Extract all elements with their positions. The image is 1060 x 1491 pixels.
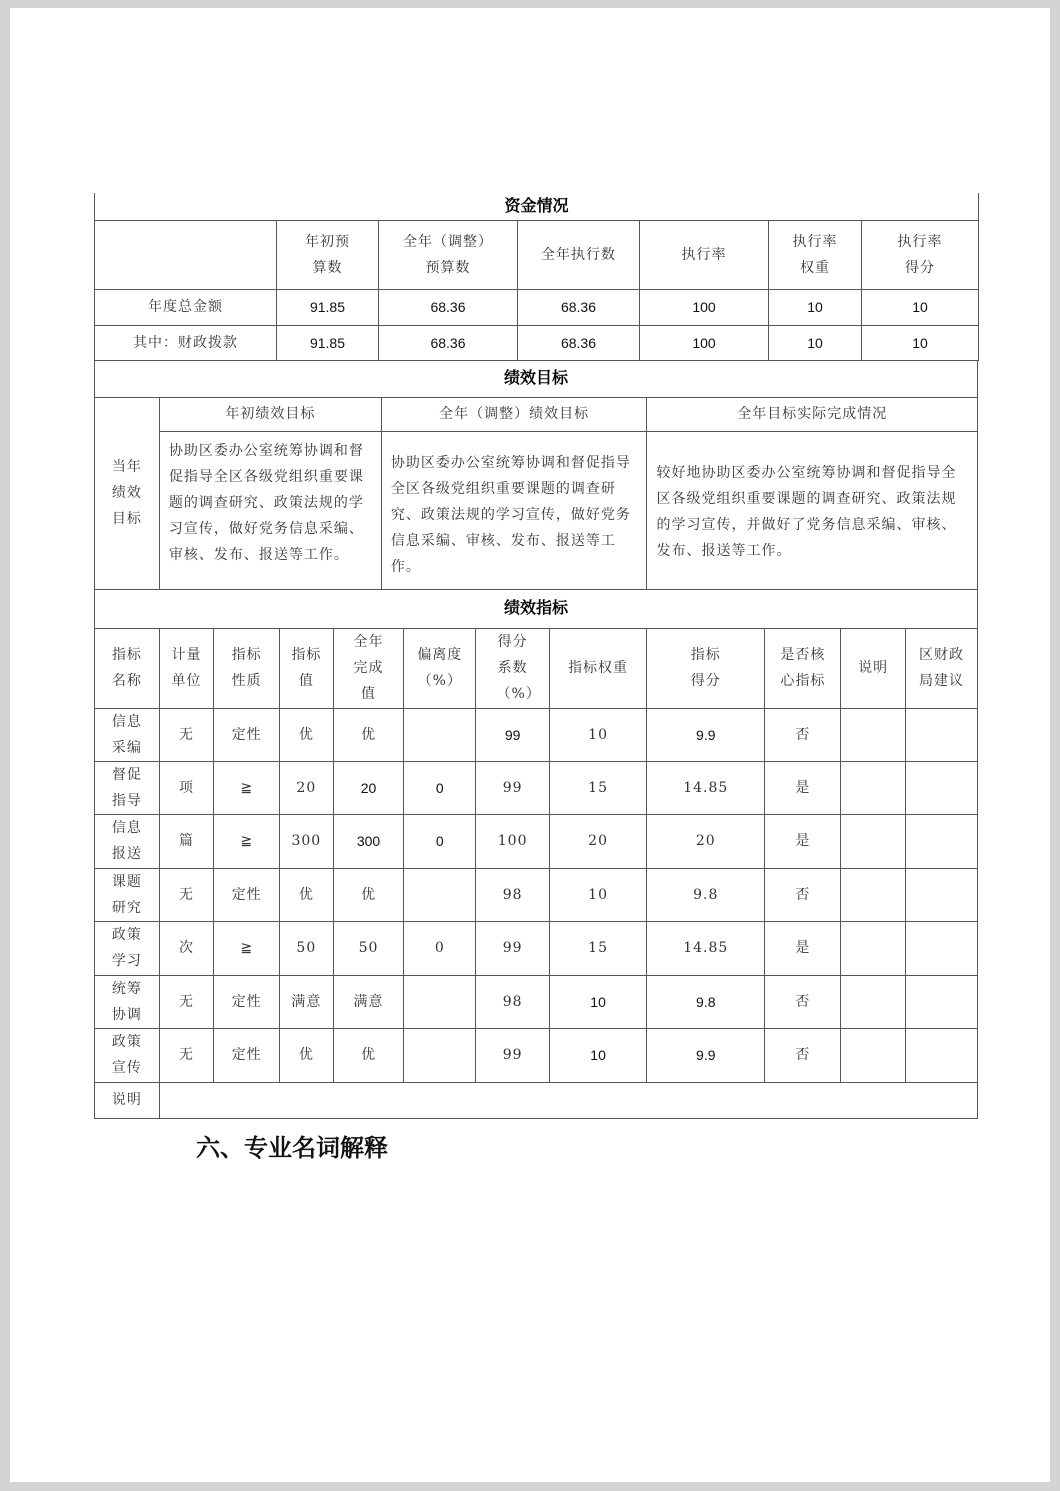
ind-nature: ≧ [214,814,280,868]
goals-header-initial: 年初绩效目标 [159,397,381,431]
funds-title: 资金情况 [95,193,979,220]
ind-name: 信息采编 [95,708,160,761]
ind-nature: 定性 [214,868,280,921]
goals-adjusted-text: 协助区委办公室统筹协调和督促指导全区各级党组织重要课题的调查研究、政策法规的学习宣传，做好党务信息采编、审核、发布、报送等工作。 [381,431,647,589]
ind-done: 300 [333,814,404,868]
cell-weight: 10 [769,325,862,360]
goals-initial-text: 协助区委办公室统筹协调和督促指导全区各级党组织重要课题的调查研究、政策法规的学习宣传，做好党务信息采编、审核、发布、报送等工作。 [159,431,381,589]
funds-header-rate: 执行率 [640,220,769,289]
ind-note [841,814,906,868]
ind-note [841,708,906,761]
ind-nature: ≧ [214,921,280,975]
ind-name: 统筹协调 [95,975,160,1028]
goals-header-actual: 全年目标实际完成情况 [647,397,978,431]
ind-weight: 10 [550,708,647,761]
ind-unit: 无 [159,868,214,921]
cell-rate: 100 [640,325,769,360]
ind-core: 是 [765,761,841,814]
ind-advice [905,814,977,868]
ind-core: 是 [765,921,841,975]
ind-nature: 定性 [214,975,280,1028]
ind-coef: 100 [476,814,550,868]
ind-unit: 无 [159,975,214,1028]
ind-name: 政策宣传 [95,1028,160,1082]
ind-nature: ≧ [214,761,280,814]
ind-header-unit: 计量单位 [159,628,214,708]
ind-nature: 定性 [214,708,280,761]
section-heading: 六、专业名词解释 [196,1134,388,1162]
cell-score: 10 [862,325,979,360]
row-label: 年度总金额 [95,289,277,325]
ind-done: 50 [333,921,404,975]
cell-executed: 68.36 [518,325,640,360]
cell-adjusted: 68.36 [379,289,518,325]
ind-deviation: 0 [404,921,476,975]
ind-coef: 98 [476,868,550,921]
ind-coef: 99 [476,1028,550,1082]
ind-unit: 篇 [159,814,214,868]
ind-core: 否 [765,1028,841,1082]
ind-unit: 项 [159,761,214,814]
ind-advice [905,868,977,921]
cell-score: 10 [862,289,979,325]
ind-deviation: 0 [404,814,476,868]
ind-advice [905,975,977,1028]
cell-weight: 10 [769,289,862,325]
table-row [95,325,979,360]
ind-target: 300 [280,814,334,868]
ind-name: 督促指导 [95,761,160,814]
ind-header-coef: 得分系数（%） [476,628,550,708]
ind-header-nature: 指标性质 [214,628,280,708]
ind-coef: 99 [476,761,550,814]
cell-rate: 100 [640,289,769,325]
ind-advice [905,761,977,814]
goals-row-label: 当年绩效目标 [95,397,160,589]
ind-deviation [404,708,476,761]
table-row [95,761,978,814]
ind-note [841,975,906,1028]
ind-done: 20 [333,761,404,814]
ind-unit: 次 [159,921,214,975]
ind-target: 满意 [280,975,334,1028]
ind-unit: 无 [159,1028,214,1082]
ind-score: 14.85 [647,761,765,814]
ind-header-weight: 指标权重 [550,628,647,708]
ind-coef: 99 [476,921,550,975]
indicators-title: 绩效指标 [95,589,978,628]
ind-done: 优 [333,708,404,761]
ind-header-deviation: 偏离度（%） [404,628,476,708]
ind-core: 否 [765,708,841,761]
ind-score: 9.8 [647,975,765,1028]
table-row [95,975,978,1028]
ind-name: 信息报送 [95,814,160,868]
ind-deviation [404,868,476,921]
ind-header-score: 指标得分 [647,628,765,708]
ind-header-done: 全年完成值 [333,628,404,708]
ind-note [841,868,906,921]
table-row [95,289,979,325]
funds-header-blank [95,220,277,289]
ind-advice [905,708,977,761]
ind-note [841,761,906,814]
ind-advice [905,1028,977,1082]
ind-weight: 15 [550,921,647,975]
funds-header-executed: 全年执行数 [518,220,640,289]
ind-score: 14.85 [647,921,765,975]
ind-score: 20 [647,814,765,868]
ind-target: 优 [280,868,334,921]
ind-score: 9.9 [647,708,765,761]
ind-deviation [404,1028,476,1082]
ind-target: 优 [280,1028,334,1082]
goals-title: 绩效目标 [95,360,978,397]
ind-core: 否 [765,975,841,1028]
ind-score: 9.9 [647,1028,765,1082]
table-row [95,921,978,975]
ind-name: 政策学习 [95,921,160,975]
ind-done: 优 [333,868,404,921]
table-row [95,814,978,868]
indicators-table [94,589,978,1119]
ind-weight: 10 [550,868,647,921]
ind-name: 课题研究 [95,868,160,921]
funds-header-initial: 年初预算数 [277,220,379,289]
ind-core: 是 [765,814,841,868]
ind-core: 否 [765,868,841,921]
ind-target: 50 [280,921,334,975]
table-row [95,868,978,921]
ind-deviation [404,975,476,1028]
ind-target: 20 [280,761,334,814]
cell-initial: 91.85 [277,325,379,360]
ind-weight: 10 [550,975,647,1028]
cell-adjusted: 68.36 [379,325,518,360]
ind-target: 优 [280,708,334,761]
cell-executed: 68.36 [518,289,640,325]
ind-unit: 无 [159,708,214,761]
ind-header-target: 指标值 [280,628,334,708]
goals-actual-text: 较好地协助区委办公室统筹协调和督促指导全区各级党组织重要课题的调查研究、政策法规的学习宣传，并做好了党务信息采编、审核、发布、报送等工作。 [647,431,978,589]
ind-header-core: 是否核心指标 [765,628,841,708]
cell-initial: 91.85 [277,289,379,325]
ind-note [841,1028,906,1082]
ind-header-note: 说明 [841,628,906,708]
goals-table [94,360,978,590]
ind-done: 优 [333,1028,404,1082]
funds-header-adjusted: 全年（调整）预算数 [379,220,518,289]
funds-header-score: 执行率得分 [862,220,979,289]
funds-table [94,193,979,361]
ind-weight: 20 [550,814,647,868]
table-row [95,708,978,761]
goals-header-adjusted: 全年（调整）绩效目标 [381,397,647,431]
ind-done: 满意 [333,975,404,1028]
row-label: 其中：财政拨款 [95,325,277,360]
ind-nature: 定性 [214,1028,280,1082]
ind-note-label: 说明 [95,1082,160,1118]
ind-note [841,921,906,975]
table-row [95,1028,978,1082]
ind-advice [905,921,977,975]
ind-coef: 99 [476,708,550,761]
ind-deviation: 0 [404,761,476,814]
funds-header-weight: 执行率权重 [769,220,862,289]
ind-coef: 98 [476,975,550,1028]
ind-score: 9.8 [647,868,765,921]
ind-header-advice: 区财政局建议 [905,628,977,708]
ind-weight: 15 [550,761,647,814]
ind-weight: 10 [550,1028,647,1082]
ind-note-value [159,1082,977,1118]
ind-header-name: 指标名称 [95,628,160,708]
